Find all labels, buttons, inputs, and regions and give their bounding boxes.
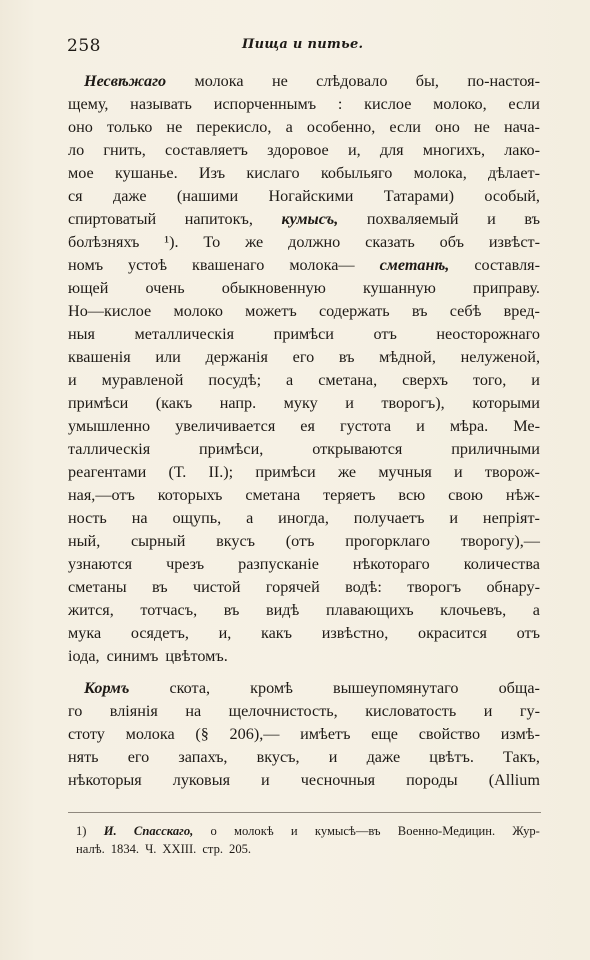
- word: молока,: [413, 164, 467, 182]
- word: если: [389, 118, 421, 136]
- word: цвѣтомъ.: [165, 647, 228, 665]
- emphasized-word: сметанѣ,: [379, 256, 450, 274]
- footnote-divider: [68, 812, 541, 813]
- word: Татарами): [383, 187, 454, 205]
- text-line: [68, 116, 540, 139]
- word: гу-: [519, 702, 540, 720]
- word: и,: [218, 624, 232, 642]
- word: мое: [68, 164, 94, 182]
- word: творогу),—: [460, 532, 540, 550]
- word: творогъ),: [381, 394, 445, 412]
- body-text: [68, 70, 540, 792]
- word: особый,: [484, 187, 540, 205]
- word: всю: [398, 486, 426, 504]
- word: молоко: [173, 302, 223, 320]
- word: прогорклаго: [345, 532, 430, 550]
- word: а: [286, 371, 294, 389]
- word: кушанную: [362, 279, 436, 297]
- word: объ: [439, 233, 464, 251]
- word: го: [68, 702, 83, 720]
- word: здоровое: [267, 141, 329, 159]
- word: отъ: [516, 624, 540, 642]
- word: стр.: [202, 842, 224, 856]
- word: и: [483, 702, 493, 720]
- word: дѣлает-: [488, 164, 540, 182]
- word: даже: [112, 187, 147, 205]
- word: на: [131, 509, 148, 527]
- word: чесночныя: [300, 771, 376, 789]
- word: оно: [435, 118, 460, 136]
- word: нѣж-: [505, 486, 540, 504]
- word: называть: [130, 95, 192, 113]
- word: держанія: [205, 348, 268, 366]
- word: окрасится: [417, 624, 487, 642]
- word: въ: [338, 348, 355, 366]
- word: спиртоватый: [68, 210, 157, 228]
- text-line: [68, 392, 540, 415]
- word: и: [487, 210, 496, 228]
- footnote-line: [76, 840, 540, 858]
- word: гнить,: [103, 141, 146, 159]
- word: можетъ: [245, 302, 297, 320]
- word: и: [261, 771, 270, 789]
- text-line: [68, 746, 540, 769]
- word: металлическія: [134, 325, 235, 343]
- word: себѣ: [449, 302, 482, 320]
- word: творож-: [484, 463, 540, 481]
- word: плавающихъ: [325, 601, 414, 619]
- word: молока: [194, 72, 244, 90]
- word: вкусъ: [216, 532, 256, 550]
- word: его: [127, 748, 150, 766]
- word: нѣкотораго: [352, 555, 430, 573]
- word: молоко,: [433, 95, 487, 113]
- word: открываются: [312, 440, 403, 458]
- word: клочьевъ,: [440, 601, 507, 619]
- word: количества: [463, 555, 540, 573]
- word: напр.: [219, 394, 257, 412]
- word: получаетъ: [353, 509, 425, 527]
- word: свою: [448, 486, 484, 504]
- word: Жур-: [512, 824, 540, 838]
- word: ная,—отъ: [68, 486, 135, 504]
- word: должно: [288, 233, 341, 251]
- word: мучныя: [378, 463, 432, 481]
- text-line: [68, 208, 540, 231]
- text-line: [68, 139, 540, 162]
- text-line: [68, 461, 540, 484]
- word: только: [106, 118, 153, 136]
- word: похваляемый: [366, 210, 459, 228]
- text-line: [68, 484, 540, 507]
- word: квашенаго: [192, 256, 265, 274]
- word: стоту: [68, 725, 105, 743]
- word: запахъ,: [178, 748, 228, 766]
- word: устоѣ: [128, 256, 168, 274]
- word: особенно,: [306, 118, 376, 136]
- word: обнару-: [486, 578, 540, 596]
- word: обыкновенную: [221, 279, 326, 297]
- word: же: [245, 233, 264, 251]
- word: водѣ:: [345, 578, 382, 596]
- word: (Allium: [488, 771, 540, 789]
- word: чистой: [192, 578, 241, 596]
- word: обща-: [498, 679, 540, 697]
- word: примѣси: [255, 463, 316, 481]
- word: узнаются: [68, 555, 133, 573]
- text-line: [68, 277, 540, 300]
- word: То: [203, 233, 221, 251]
- word: же: [337, 463, 357, 481]
- word: ныя: [68, 325, 95, 343]
- word: примѣси,: [198, 440, 264, 458]
- word: сметана,: [318, 371, 378, 389]
- emphasized-word: И.: [103, 824, 117, 838]
- emphasized-word: Спасскаго,: [133, 824, 194, 838]
- word: примѣси: [68, 394, 129, 412]
- text-line: [68, 70, 540, 93]
- word: испорченнымъ: [213, 95, 317, 113]
- word: 1834.: [110, 842, 140, 856]
- word: ный,: [68, 532, 101, 550]
- word: мѣдной,: [379, 348, 436, 366]
- word: и: [416, 417, 425, 435]
- word: непріят-: [482, 509, 540, 527]
- footnote: [76, 822, 540, 858]
- running-title: Пища и питье.: [242, 37, 364, 52]
- word: нача-: [503, 118, 540, 136]
- word: Ч.: [145, 842, 157, 856]
- word: Ме-: [513, 417, 540, 435]
- word: видѣ: [266, 601, 300, 619]
- word: 205.: [229, 842, 252, 856]
- word: (отъ: [285, 532, 315, 550]
- text-line: [68, 576, 540, 599]
- word: которыми: [472, 394, 540, 412]
- emphasized-word: Кормъ: [84, 679, 130, 697]
- page-number: 258: [67, 36, 101, 56]
- word: неосторожнаго: [436, 325, 540, 343]
- word: реагентами: [68, 463, 147, 481]
- word: оно: [68, 118, 93, 136]
- word: молока: [125, 725, 175, 743]
- word: сметана: [245, 486, 301, 504]
- word: XXIII.: [162, 842, 197, 856]
- text-line: [68, 677, 540, 700]
- text-line: [68, 162, 540, 185]
- paragraph-break: [68, 668, 540, 677]
- text-line: [68, 93, 540, 116]
- emphasized-word: Несвѣжаго: [84, 72, 167, 90]
- word: Ногайскими: [268, 187, 354, 205]
- word: иногда,: [278, 509, 329, 527]
- word: а: [246, 509, 254, 527]
- word: приличными: [451, 440, 540, 458]
- word: Но—кислое: [68, 302, 152, 320]
- word: не: [474, 118, 490, 136]
- word: породы: [406, 771, 458, 789]
- word: кумысѣ—въ: [314, 824, 381, 838]
- word: чрезъ: [166, 555, 205, 573]
- word: :: [337, 95, 343, 113]
- word: и: [328, 748, 338, 766]
- word: номъ: [68, 256, 104, 274]
- word: въ: [223, 601, 240, 619]
- word: очень: [145, 279, 185, 297]
- word: и: [531, 371, 540, 389]
- word: творогъ: [407, 578, 462, 596]
- emphasized-word: кумысъ,: [281, 210, 339, 228]
- word: ющей: [68, 279, 109, 297]
- word: щему,: [68, 95, 109, 113]
- word: имѣетъ: [300, 725, 351, 743]
- word: вред-: [503, 302, 540, 320]
- word: горячей: [265, 578, 320, 596]
- word: ло: [68, 141, 85, 159]
- word: и: [290, 824, 298, 838]
- text-line: [68, 723, 540, 746]
- word: по-настоя-: [467, 72, 540, 90]
- text-line: [68, 507, 540, 530]
- word: напитокъ,: [184, 210, 253, 228]
- word: сметаны: [68, 578, 127, 596]
- word: многихъ,: [422, 141, 485, 159]
- word: (нашими: [176, 187, 239, 205]
- word: еще: [371, 725, 398, 743]
- word: составля-: [474, 256, 540, 274]
- text-line: [68, 300, 540, 323]
- text-line: [68, 700, 540, 723]
- word: для: [379, 141, 404, 159]
- word: на: [185, 702, 202, 720]
- word: въ: [411, 302, 428, 320]
- word: содержать: [318, 302, 390, 320]
- word: теряетъ: [323, 486, 376, 504]
- word: а: [532, 601, 540, 619]
- word: и,: [347, 141, 361, 159]
- word: Военно-Медицин.: [397, 824, 496, 838]
- text-line: [68, 254, 540, 277]
- word: кислаго: [246, 164, 300, 182]
- text-line: [68, 645, 540, 668]
- word: ощупь,: [172, 509, 222, 527]
- word: (Т.: [168, 463, 187, 481]
- text-line: [68, 346, 540, 369]
- word: мѣра.: [449, 417, 489, 435]
- word: Такъ,: [503, 748, 540, 766]
- word: не: [271, 72, 288, 90]
- text-line: [68, 622, 540, 645]
- word: ность: [68, 509, 107, 527]
- word: даже: [366, 748, 401, 766]
- word: бы,: [415, 72, 439, 90]
- word: тотчасъ,: [140, 601, 198, 619]
- word: перекисло,: [196, 118, 272, 136]
- word: и: [345, 394, 354, 412]
- text-line: [68, 415, 540, 438]
- word: кушанье.: [114, 164, 178, 182]
- word: жится,: [68, 601, 114, 619]
- word: извѣстно,: [321, 624, 389, 642]
- word: примѣси: [273, 325, 334, 343]
- word: (какъ: [155, 394, 193, 412]
- word: о: [210, 824, 217, 838]
- word: кислое: [364, 95, 412, 113]
- word: нелуженой,: [460, 348, 540, 366]
- word: составляетъ: [165, 141, 248, 159]
- footnote-line: [76, 822, 540, 840]
- text-line: [68, 185, 540, 208]
- word: таллическія: [68, 440, 151, 458]
- word: умышленно: [68, 417, 151, 435]
- word: сказать: [365, 233, 415, 251]
- word: кромѣ: [250, 679, 293, 697]
- word: болѣзняхъ: [68, 233, 140, 251]
- word: какъ: [260, 624, 293, 642]
- word: нѣкоторыя: [68, 771, 142, 789]
- text-line: [68, 599, 540, 622]
- word: сверхъ: [402, 371, 448, 389]
- word: налѣ.: [76, 842, 105, 856]
- word: въ: [151, 578, 168, 596]
- word: или: [155, 348, 181, 366]
- word: извѣст-: [488, 233, 540, 251]
- word: мука: [68, 624, 102, 642]
- word: кобыльяго: [320, 164, 393, 182]
- text-line: [68, 323, 540, 346]
- word: вкусъ,: [256, 748, 300, 766]
- word: того,: [472, 371, 507, 389]
- word: и: [454, 463, 463, 481]
- word: Изъ: [198, 164, 226, 182]
- word: ¹).: [164, 233, 179, 251]
- word: іода,: [68, 647, 100, 665]
- word: увеличивается: [175, 417, 276, 435]
- word: и: [449, 509, 459, 527]
- word: ся: [68, 187, 83, 205]
- text-line: [68, 553, 540, 576]
- text-line: [68, 231, 540, 254]
- text-line: [68, 769, 540, 792]
- word: II.);: [208, 463, 234, 481]
- word: лако-: [504, 141, 540, 159]
- word: густота: [339, 417, 392, 435]
- word: которыхъ: [157, 486, 223, 504]
- word: вліянія: [109, 702, 158, 720]
- word: нять: [68, 748, 99, 766]
- word: свойство: [418, 725, 481, 743]
- word: измѣ-: [500, 725, 540, 743]
- word: отъ: [373, 325, 397, 343]
- word: 206),—: [229, 725, 280, 743]
- word: не: [166, 118, 183, 136]
- word: (§: [195, 725, 209, 743]
- word: разпусканіе: [238, 555, 319, 573]
- text-line: [68, 438, 540, 461]
- word: цвѣтъ.: [429, 748, 474, 766]
- word: скота,: [169, 679, 211, 697]
- word: молока—: [289, 256, 355, 274]
- word: муку: [283, 394, 318, 412]
- word: сырный: [131, 532, 186, 550]
- word: слѣдовало: [316, 72, 388, 90]
- word: муравленой: [101, 371, 184, 389]
- word: а: [285, 118, 293, 136]
- word: квашенія: [68, 348, 131, 366]
- word: посудѣ;: [208, 371, 262, 389]
- word: осядетъ,: [130, 624, 189, 642]
- word: если: [508, 95, 540, 113]
- word: синимъ: [106, 647, 159, 665]
- text-line: [68, 530, 540, 553]
- text-line: [68, 369, 540, 392]
- word: щелочнистость,: [228, 702, 338, 720]
- word: приправу.: [473, 279, 540, 297]
- word: въ: [524, 210, 540, 228]
- word: вышеупомянутаго: [332, 679, 459, 697]
- word: и: [68, 371, 77, 389]
- word: молокѣ: [234, 824, 274, 838]
- word: 1): [76, 824, 87, 838]
- word: луковыя: [172, 771, 231, 789]
- word: кисловатость: [365, 702, 457, 720]
- word: его: [292, 348, 315, 366]
- word: ея: [300, 417, 315, 435]
